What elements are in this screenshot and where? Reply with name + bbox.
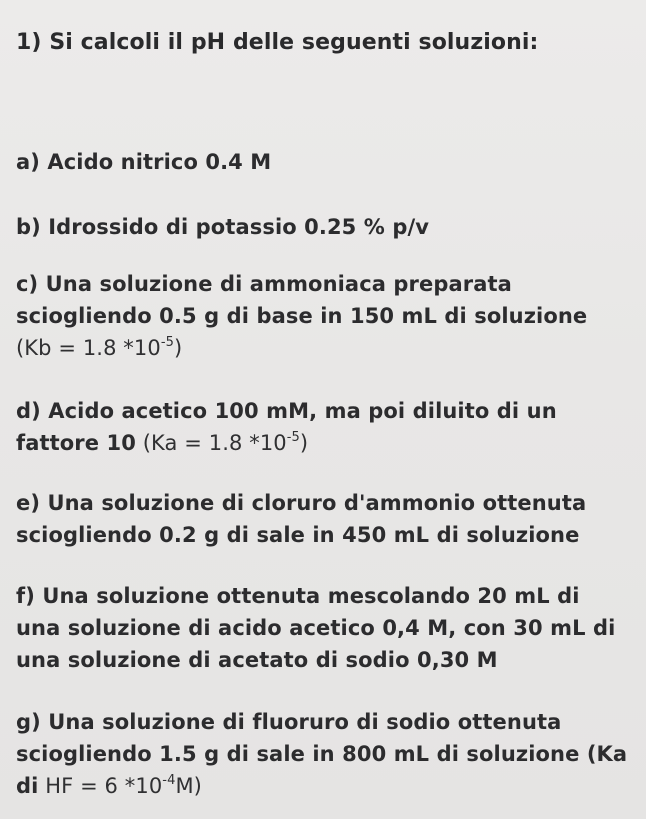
item-g-line-2: sciogliendo 1.5 g di sale in 800 mL di soluzione (Ka bbox=[16, 742, 628, 766]
item-b-line-1: b) Idrossido di potassio 0.25 % p/v bbox=[16, 215, 430, 239]
item-c-constant bbox=[16, 332, 641, 364]
item-b bbox=[16, 211, 641, 243]
item-e bbox=[16, 487, 641, 551]
item-d-constant bbox=[143, 431, 308, 455]
item-a-line-1: a) Acido nitrico 0.4 M bbox=[16, 150, 272, 174]
ka-hf-base: HF = 6 *10 bbox=[45, 774, 163, 798]
kb-exponent: -5 bbox=[160, 335, 175, 350]
item-f-line-3: una soluzione di acetato di sodio 0,30 M bbox=[16, 648, 498, 672]
item-d-line-1: d) Acido acetico 100 mM, ma poi diluito di un bbox=[16, 399, 557, 423]
item-f bbox=[16, 580, 641, 676]
kb-base: (Kb = 1.8 *10 bbox=[16, 336, 161, 360]
item-e-line-2: sciogliendo 0.2 g di sale in 450 mL di soluzione bbox=[16, 523, 580, 547]
ka-hf-close: M) bbox=[175, 774, 202, 798]
item-f-line-2: una soluzione di acido acetico 0,4 M, con 30 mL di bbox=[16, 616, 616, 640]
ka-base: (Ka = 1.8 *10 bbox=[142, 431, 287, 455]
item-g-line-3 bbox=[16, 770, 641, 802]
ka-close: ) bbox=[299, 431, 309, 455]
item-d-line-2-text: fattore 10 bbox=[16, 431, 136, 455]
exercise-title: 1) Si calcoli il pH delle seguenti soluzioni: bbox=[16, 30, 539, 55]
item-e-line-1: e) Una soluzione di cloruro d'ammonio ottenuta bbox=[16, 491, 587, 515]
item-f-line-1: f) Una soluzione ottenuta mescolando 20 mL di bbox=[16, 584, 580, 608]
item-c-line-1: c) Una soluzione di ammoniaca preparata bbox=[16, 272, 512, 296]
item-c-line-2: sciogliendo 0.5 g di base in 150 mL di soluzione bbox=[16, 304, 588, 328]
kb-close: ) bbox=[174, 336, 183, 360]
item-c bbox=[16, 268, 641, 364]
item-g-line-3-prefix: di bbox=[16, 774, 39, 798]
item-a bbox=[16, 146, 641, 178]
ka-hf-exponent: -4 bbox=[162, 773, 176, 788]
item-d-line-2 bbox=[16, 427, 641, 459]
item-g-line-1: g) Una soluzione di fluoruro di sodio ottenuta bbox=[16, 710, 562, 734]
item-g-constant bbox=[45, 774, 202, 798]
ka-exponent: -5 bbox=[286, 430, 300, 445]
item-g bbox=[16, 706, 641, 802]
item-d bbox=[16, 395, 641, 459]
